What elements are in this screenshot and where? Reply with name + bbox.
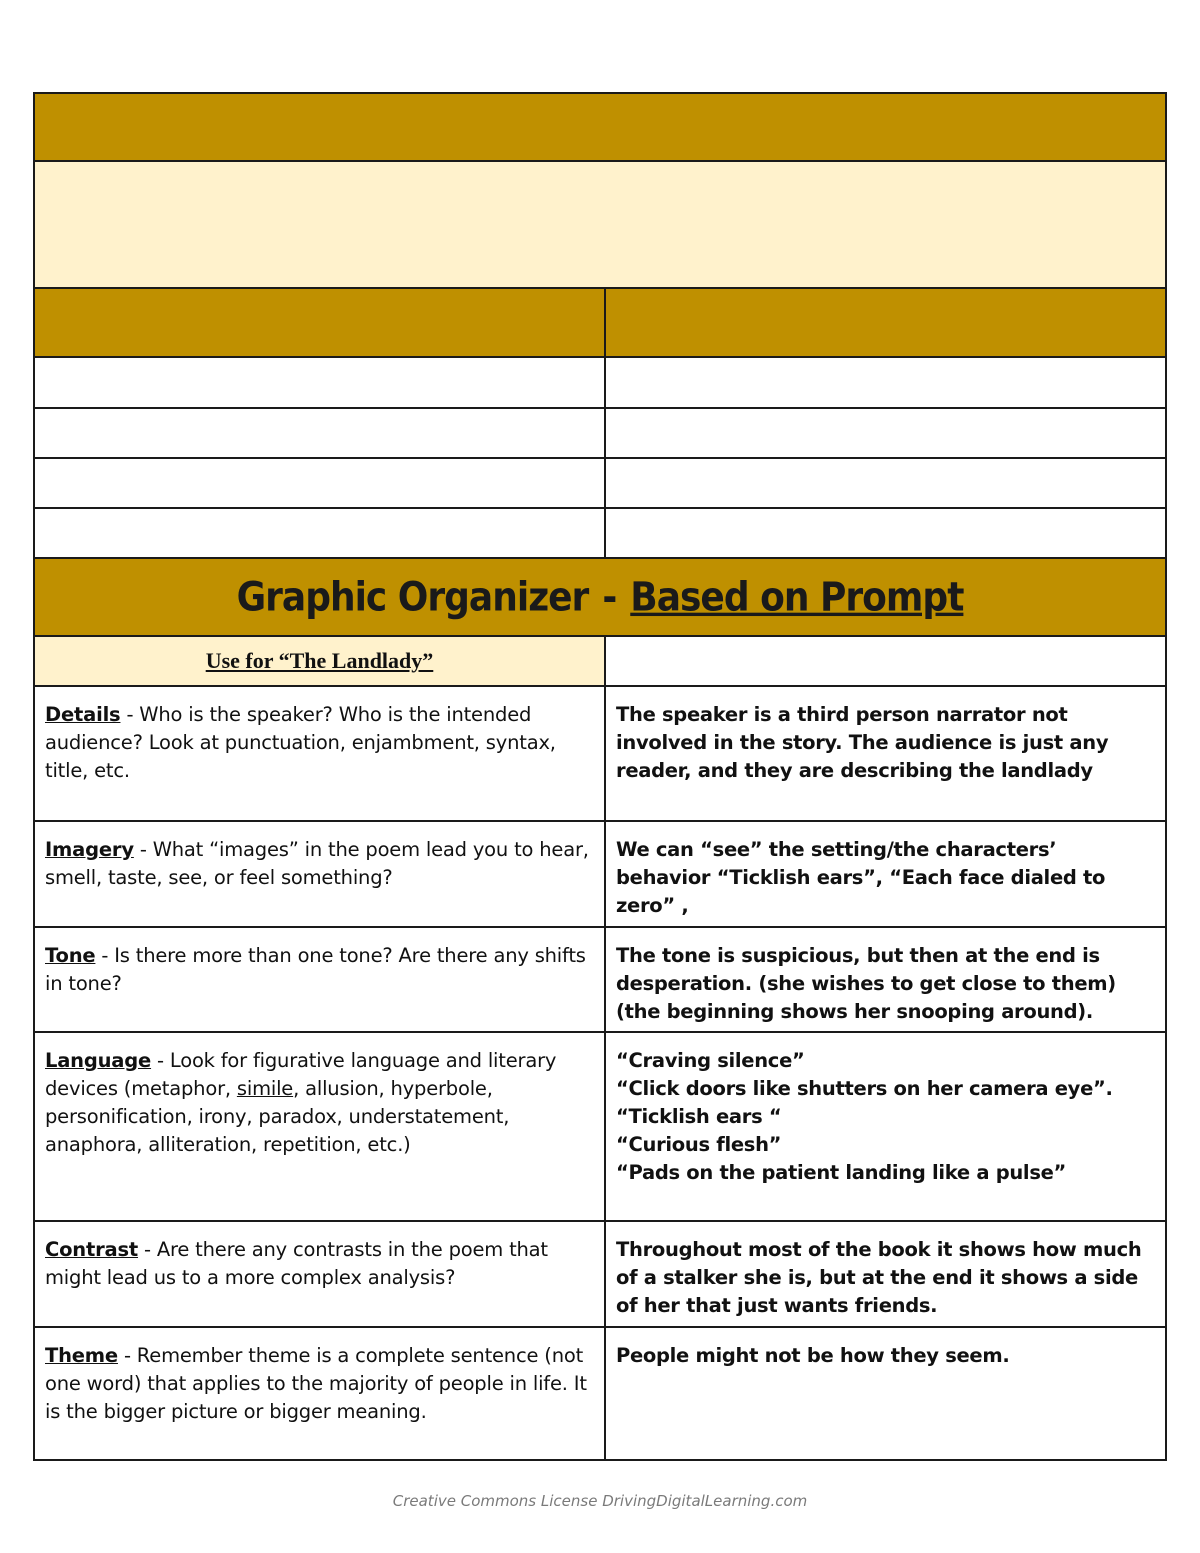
prompt-cell <box>35 822 606 926</box>
empty-row <box>35 459 1165 509</box>
prompt-text: - Are there any contrasts in the poem that might lead us to a more complex analysis? <box>45 1238 548 1289</box>
prompt-cell <box>35 928 606 1031</box>
prompt-text-continued: , allusion, hyperbole, personification, irony, paradox, understatement, anaphora, alliteration, repetition, etc.) <box>45 1077 510 1156</box>
graphic-organizer-table <box>33 92 1167 1461</box>
row-label: Details <box>45 703 121 726</box>
answer-line: “Curious flesh” <box>616 1133 782 1156</box>
answer-line: “Click doors like shutters on her camera eye”. <box>616 1077 1113 1100</box>
table-row-details <box>35 687 1165 822</box>
prompt-cell <box>35 1328 606 1459</box>
prompt-text: - Who is the speaker? Who is the intended audience? Look at punctuation, enjambment, syntax, title, etc. <box>45 703 556 782</box>
answer-cell[interactable]: People might not be how they seem. <box>616 1344 1010 1367</box>
answer-cell[interactable]: The tone is suspicious, but then at the end is desperation. (she wishes to get close to them) (the beginning shows her snooping around). <box>616 944 1116 1023</box>
prompt-text: - What “images” in the poem lead you to hear, smell, taste, see, or feel something? <box>45 838 589 889</box>
empty-cell[interactable] <box>606 409 1165 457</box>
row-label: Contrast <box>45 1238 139 1261</box>
prompt-text: - Is there more than one tone? Are there any shifts in tone? <box>45 944 586 995</box>
empty-row <box>35 409 1165 459</box>
empty-row <box>35 358 1165 409</box>
footer-license: Creative Commons License DrivingDigitalLearning.com <box>392 1492 808 1510</box>
empty-cell[interactable] <box>35 509 606 557</box>
prompt-cell <box>35 1222 606 1326</box>
prompt-underlined-word: simile <box>236 1077 294 1100</box>
column-header-left <box>35 289 606 356</box>
title-main: Graphic Organizer <box>236 574 589 620</box>
answer-cell[interactable]: We can “see” the setting/the characters’ behavior “Ticklish ears”, “Each face dialed to zero” , <box>616 838 1106 917</box>
row-label: Tone <box>45 944 96 967</box>
row-label: Theme <box>45 1344 118 1367</box>
empty-cell[interactable] <box>606 358 1165 407</box>
answer-cell[interactable] <box>606 1033 1165 1220</box>
answer-cell[interactable]: Throughout most of the book it shows how much of a stalker she is, but at the end it shows a side of her that just wants friends. <box>616 1238 1142 1317</box>
subheader-cell <box>35 637 606 685</box>
subheader-empty-cell[interactable] <box>606 637 1165 685</box>
title-row <box>35 559 1165 637</box>
title-underlined: Based on Prompt <box>630 574 964 620</box>
empty-cell[interactable] <box>35 459 606 507</box>
table-row-tone <box>35 928 1165 1033</box>
answer-cell[interactable]: The speaker is a third person narrator not involved in the story. The audience is just any reader, and they are describing the landlady <box>616 703 1109 782</box>
table-row-language <box>35 1033 1165 1222</box>
table-row-contrast <box>35 1222 1165 1328</box>
empty-cell[interactable] <box>35 358 606 407</box>
header-bar-top <box>35 94 1165 162</box>
row-label: Language <box>45 1049 152 1072</box>
empty-cell[interactable] <box>35 409 606 457</box>
empty-row <box>35 509 1165 559</box>
title-dash: - <box>602 574 617 620</box>
row-label: Imagery <box>45 838 134 861</box>
empty-cell[interactable] <box>606 459 1165 507</box>
prompt-cell <box>35 687 606 820</box>
table-row-theme <box>35 1328 1165 1459</box>
prompt-cell <box>35 1033 606 1220</box>
prompt-text: - Look for figurative language and literary devices (metaphor, <box>45 1049 557 1100</box>
table-row-imagery <box>35 822 1165 928</box>
answer-line: “Ticklish ears “ <box>616 1105 782 1128</box>
answer-line: “Pads on the patient landing like a pulse” <box>616 1161 1067 1184</box>
answer-line: “Craving silence” <box>616 1049 805 1072</box>
column-header-right <box>606 289 1165 356</box>
cream-banner <box>35 162 1165 289</box>
subheader-row <box>35 637 1165 687</box>
column-header-row <box>35 289 1165 358</box>
subheader-text: Use for “The Landlady” <box>205 648 434 673</box>
prompt-text: - Remember theme is a complete sentence (not one word) that applies to the majority of people in life. It is the bigger picture or bigger meaning. <box>45 1344 587 1423</box>
page-title <box>35 554 1165 639</box>
empty-cell[interactable] <box>606 509 1165 557</box>
